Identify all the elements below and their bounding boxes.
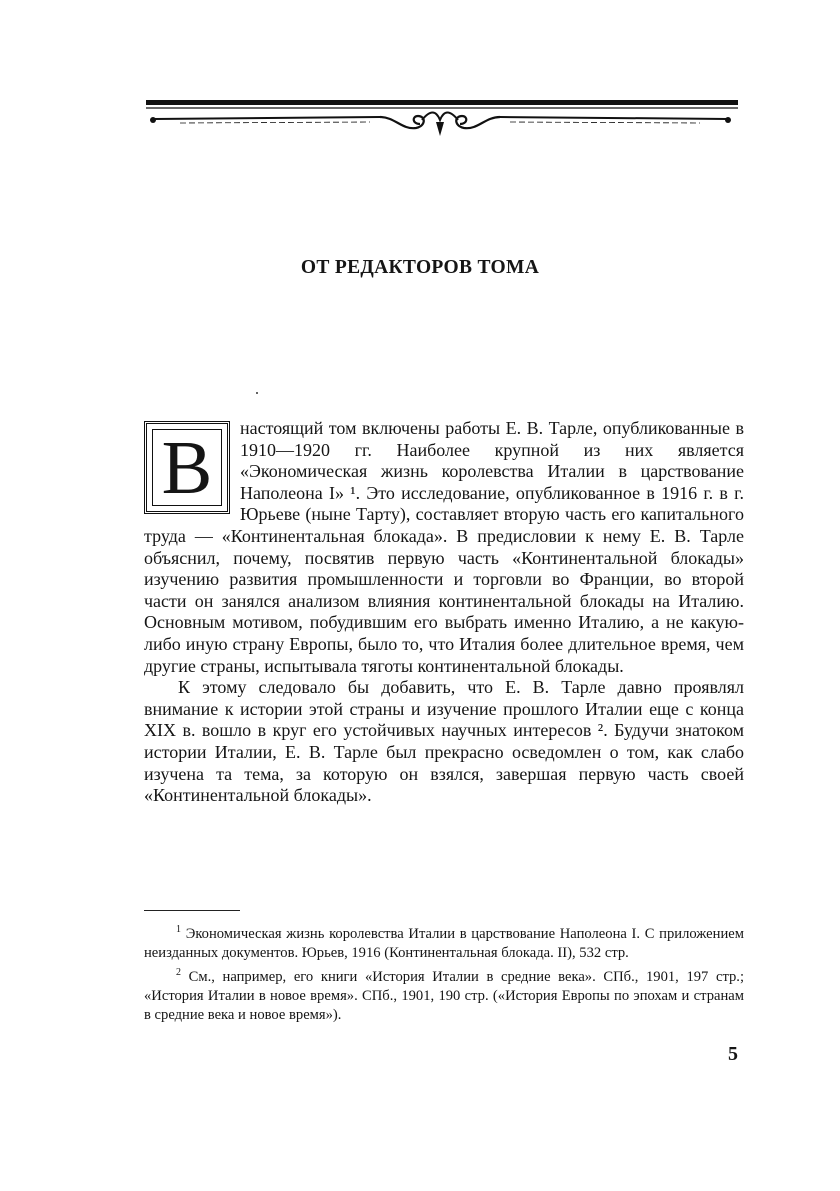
print-speck: [256, 392, 258, 394]
main-text: [144, 418, 744, 807]
footnote-2: [144, 963, 744, 1025]
paragraph-1: настоящий том включены работы Е. В. Тарле, опубликованные в 1910—1920 гг. Наиболее крупной из них является «Экономическая жизнь королевства Италии в царствование Наполеона I» ¹. Это исследование, опубликованное в 1916 г. в г. Юрьеве (ныне Тарту), составляет вторую часть его капитального труда — «Континентальная блокада». В предисловии к нему Е. В. Тарле объяснил, почему, посвятив первую часть «Континентальной блокады» изучению развития промышленности и торговли во Франции, во второй части он занялся анализом влияния континентальной блокады на Италию. Основным мотивом, побудившим его выбрать именно Италию, а не какую-либо иную страну Европы, было то, что Италия более длительное время, чем другие страны, испытывала тяготы континентальной блокады.: [144, 418, 744, 676]
footnotes: [144, 920, 744, 1025]
drop-cap-inner-frame: [152, 425, 222, 510]
footnote-1-text: Экономическая жизнь королевства Италии в царствование Наполеона I. С приложением неизданных документов. Юрьев, 1916 (Континентальная блокада. II), 532 стр.: [144, 925, 744, 961]
footnote-1: [144, 920, 744, 963]
footnote-2-text: См., например, его книги «История Италии в средние века». СПб., 1901, 197 стр.; «История Италии в новое время». СПб., 1901, 190 стр. («История Европы по эпохам и странам в средние века и новое время»).: [144, 968, 745, 1023]
footnote-1-mark: 1: [176, 924, 181, 935]
ornament-header-icon: [140, 96, 740, 142]
footnote-divider: [144, 910, 240, 911]
drop-cap-letter: В: [161, 425, 213, 510]
footnote-2-mark: 2: [176, 966, 181, 978]
drop-cap-frame: [144, 421, 230, 514]
paragraph-2: К этому следовало бы добавить, что Е. В. Тарле давно проявлял внимание к истории этой страны и изучение прошлого Италии еще с конца XIX в. вошло в круг его устойчивых научных интересов ². Будучи знатоком истории Италии, Е. В. Тарле был прекрасно осведомлен о том, как слабо изучена та тема, за которую он взялся, завершая первую часть своей «Континентальной блокады».: [144, 677, 744, 806]
page-title: ОТ РЕДАКТОРОВ ТОМА: [300, 257, 540, 278]
page-number: 5: [728, 1043, 738, 1065]
